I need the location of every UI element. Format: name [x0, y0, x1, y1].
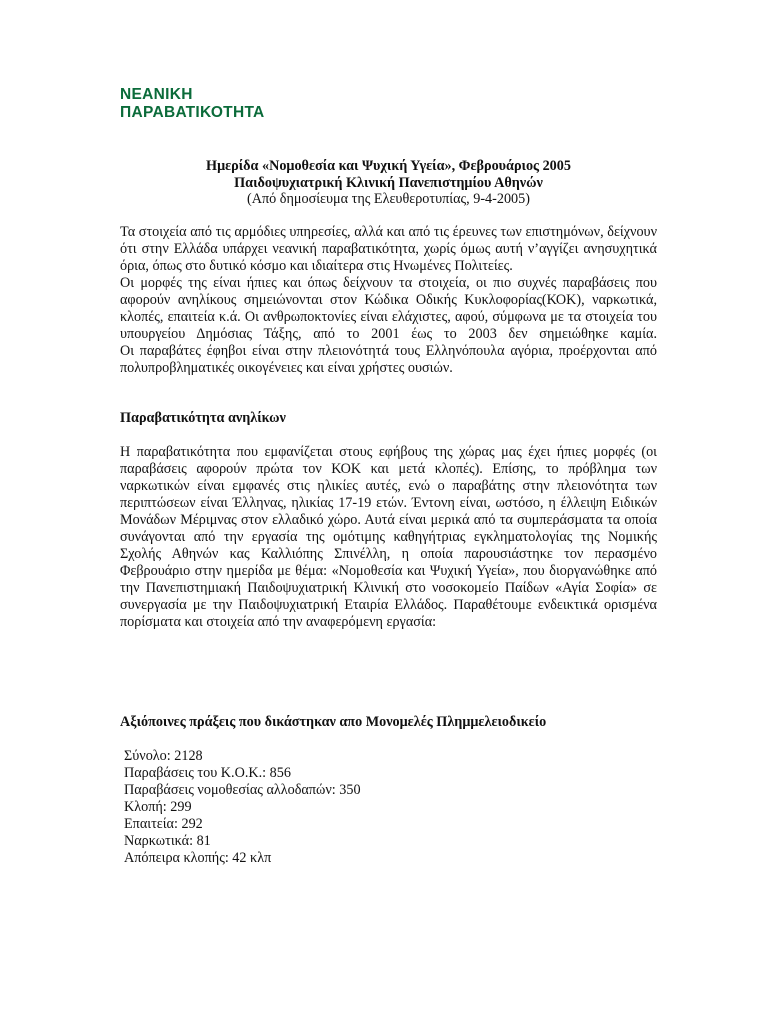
document-title: [120, 86, 657, 122]
section-heading-juvenile-delinquency: Παραβατικότητα ανηλίκων: [120, 409, 286, 426]
list-item: Κλοπή: 299: [124, 798, 192, 815]
list-item: Επαιτεία: 292: [124, 815, 203, 832]
intro-paragraph-3: Οι παραβάτες έφηβοι είναι στην πλειονότητά τους Ελληνόπουλα αγόρια, προέρχονται από πολυπροβληματικές οικογένειες και είναι χρήστες ουσιών.: [120, 342, 657, 376]
event-source: (Από δημοσίευμα της Ελευθεροτυπίας, 9-4-2005): [247, 191, 530, 207]
list-item: Ναρκωτικά: 81: [124, 832, 211, 849]
list-item: Παραβάσεις του Κ.Ο.Κ.: 856: [124, 764, 291, 781]
event-organizer: Παιδοψυχιατρική Κλινική Πανεπιστημίου Αθηνών: [234, 174, 543, 191]
intro-paragraph-2: Οι μορφές της είναι ήπιες και όπως δείχνουν τα στοιχεία, οι πιο συχνές παραβάσεις που αφορούν ανηλίκους σημειώνονται στον Κώδικα Οδικής Κυκλοφορίας(ΚΟΚ), ναρκωτικά, κλοπές, επαιτεία κ.ά. Οι ανθρωποκτονίες είναι ελάχιστες, αφού, σύμφωνα με τα στοιχεία του υπουργείου Δημόσιας Τάξης, από το 2001 έως το 2003 δεν σημειώθηκε καμία.: [120, 274, 657, 342]
intro-section: [120, 224, 657, 377]
offence-statistics-list: [124, 748, 657, 867]
event-info: [120, 158, 657, 208]
list-item: Παραβάσεις νομοθεσίας αλλοδαπών: 350: [124, 781, 361, 798]
title-line-2: ΠΑΡΑΒΑΤΙΚΟΤΗΤΑ: [120, 104, 265, 121]
intro-paragraph-1: Τα στοιχεία από τις αρμόδιες υπηρεσίες, αλλά και από τις έρευνες των επιστημόνων, δείχνουν ότι στην Ελλάδα υπάρχει νεανική παραβατικότητα, χωρίς όμως αυτή ν’αγγίζει ανησυχητικά όρια, όπως στο δυτικό κόσμο και ιδιαίτερα στις Ηνωμένες Πολιτείες.: [120, 223, 657, 274]
list-item: Απόπειρα κλοπής: 42 κλπ: [124, 849, 272, 866]
title-line-1: ΝΕΑΝΙΚΗ: [120, 86, 193, 103]
list-item: Σύνολο: 2128: [124, 747, 203, 764]
section-heading-offences: Αξιόποινες πράξεις που δικάστηκαν απο Μονομελές Πλημμελειοδικείο: [120, 713, 547, 730]
document-page: [120, 86, 657, 881]
event-title: Ημερίδα «Νομοθεσία και Ψυχική Υγεία», Φεβρουάριος 2005: [206, 158, 571, 174]
section-body-juvenile-delinquency: Η παραβατικότητα που εμφανίζεται στους εφήβους της χώρας μας έχει ήπιες μορφές (οι παραβάσεις αφορούν πρώτα τον ΚΟΚ και μετά κλοπές). Επίσης, το πρόβλημα των ναρκωτικών είναι εμφανές στις ηλικίες αυτές, ενώ ο παραβάτης στην πλειονότητα των περιπτώσεων είναι Έλληνας, ηλικίας 17-19 ετών. Έντονη είναι, ωστόσο, η έλλειψη Ειδικών Μονάδων Μέριμνας στον ελλαδικό χώρο. Αυτά είναι μερικά από τα συμπεράσματα τα οποία συνάγονται από την εργασία της ομότιμης καθηγήτριας εγκληματολογίας της Νομικής Σχολής Αθηνών κας Καλλιόπης Σπινέλλη, η οποία παρουσιάστηκε τον περασμένο Φεβρουάριο στην ημερίδα με θέμα: «Νομοθεσία και Ψυχική Υγεία», που διοργανώθηκε από την Πανεπιστημιακή Παιδοψυχιατρική Κλινική στο νοσοκομείο Παίδων «Αγία Σοφία» σε συνεργασία με την Παιδοψυχιατρική Εταιρία Ελλάδος. Παραθέτουμε ενδεικτικά ορισμένα πορίσματα και στοιχεία από την αναφερόμενη εργασία:: [120, 443, 657, 630]
